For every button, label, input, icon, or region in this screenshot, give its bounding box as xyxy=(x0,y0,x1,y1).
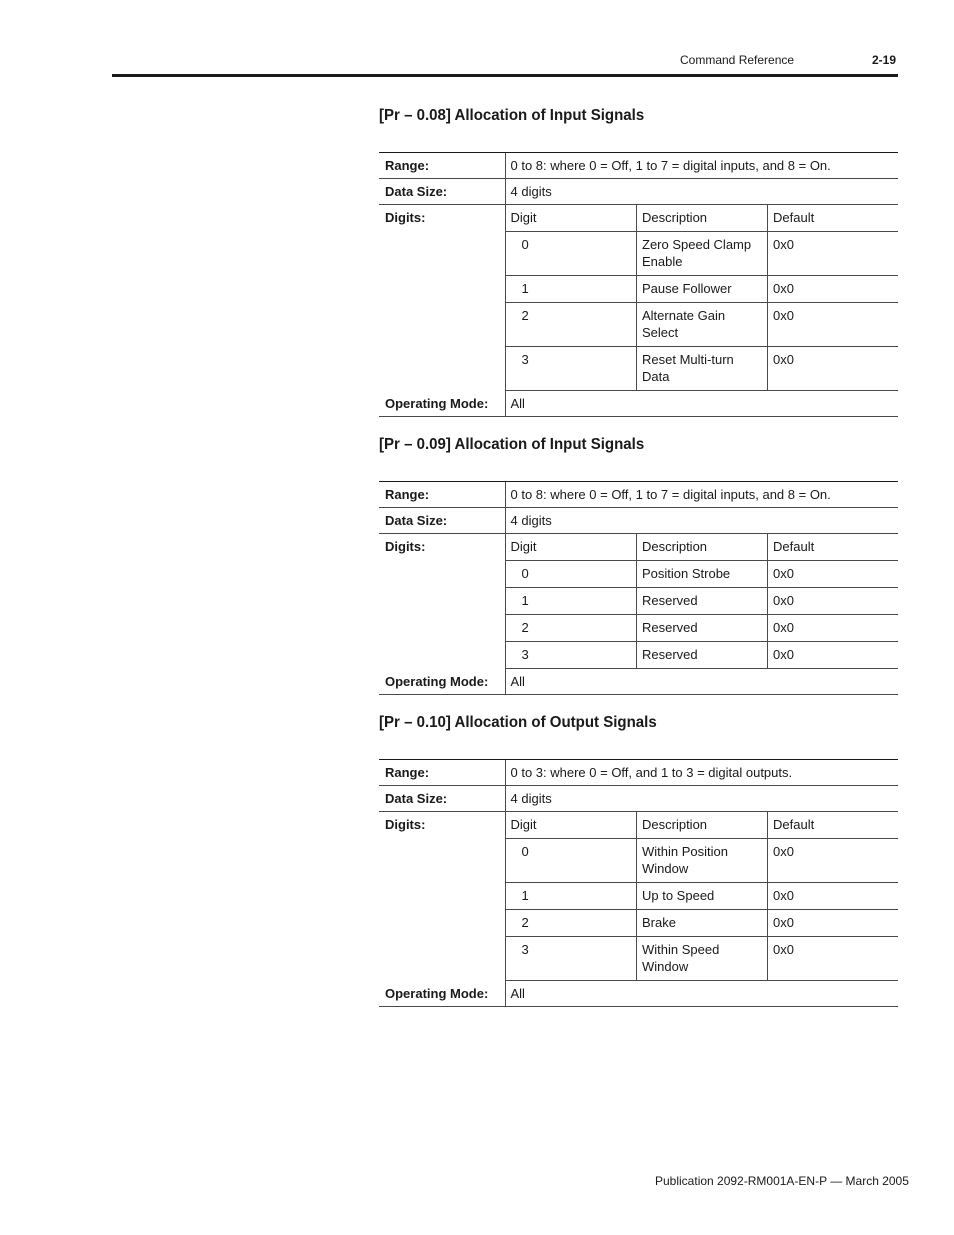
digit-cell: 2 xyxy=(506,303,637,347)
col-header-default: Default xyxy=(768,812,899,839)
digits-row xyxy=(379,205,898,391)
operating-mode-value: All xyxy=(510,396,525,411)
col-header-description: Description xyxy=(637,205,768,232)
default-cell: 0x0 xyxy=(768,588,899,615)
digit-cell: 1 xyxy=(506,588,637,615)
default-cell: 0x0 xyxy=(768,303,899,347)
operating-mode-label: Operating Mode: xyxy=(379,981,505,1007)
operating-mode-value: All xyxy=(510,674,525,689)
data-size-value: 4 digits xyxy=(510,513,552,528)
digits-table xyxy=(506,205,899,390)
data-size-label: Data Size: xyxy=(379,179,505,205)
col-header-description: Description xyxy=(637,534,768,561)
data-size-value: 4 digits xyxy=(510,184,552,199)
description-cell: Pause Follower xyxy=(637,276,768,303)
range-value: 0 to 8: where 0 = Off, 1 to 7 = digital inputs, and 8 = On. xyxy=(510,158,831,173)
digit-cell: 0 xyxy=(506,232,637,276)
digits-table xyxy=(506,534,899,668)
description-cell: Reserved xyxy=(637,615,768,642)
param-table-pr-0-09 xyxy=(379,481,898,695)
description-cell: Within Speed Window xyxy=(637,937,768,981)
digit-cell: 0 xyxy=(506,561,637,588)
default-cell: 0x0 xyxy=(768,839,899,883)
range-row xyxy=(379,760,898,786)
digits-label: Digits: xyxy=(385,210,426,225)
table-row xyxy=(506,910,899,937)
default-cell: 0x0 xyxy=(768,232,899,276)
header-section-title: Command Reference xyxy=(680,53,795,67)
col-header-digit: Digit xyxy=(506,812,637,839)
table-row xyxy=(506,588,899,615)
operating-mode-value: All xyxy=(510,986,525,1001)
digit-cell: 3 xyxy=(521,942,529,957)
col-header-digit: Digit xyxy=(506,205,637,232)
table-row xyxy=(506,642,899,669)
digit-cell: 1 xyxy=(506,883,637,910)
description-cell: Alternate Gain Select xyxy=(637,303,768,347)
data-size-label: Data Size: xyxy=(379,508,505,534)
param-table-pr-0-08 xyxy=(379,152,898,417)
description-cell: Within Position Window xyxy=(637,839,768,883)
operating-mode-label: Operating Mode: xyxy=(379,391,505,417)
section-title-pr-0-08: [Pr – 0.08] Allocation of Input Signals xyxy=(379,107,645,124)
digit-cell: 3 xyxy=(521,352,529,367)
data-size-row xyxy=(379,786,898,812)
operating-mode-label: Operating Mode: xyxy=(379,669,505,695)
publication-footer: Publication 2092-RM001A-EN-P — March 2005 xyxy=(655,1174,909,1188)
default-cell: 0x0 xyxy=(768,910,899,937)
default-cell: 0x0 xyxy=(768,937,899,981)
range-value: 0 to 8: where 0 = Off, 1 to 7 = digital inputs, and 8 = On. xyxy=(510,487,831,502)
digits-label: Digits: xyxy=(385,539,426,554)
table-row xyxy=(506,883,899,910)
col-header-description: Description xyxy=(637,812,768,839)
range-label: Range: xyxy=(379,760,505,786)
operating-mode-row xyxy=(379,391,898,417)
default-cell: 0x0 xyxy=(768,615,899,642)
param-table-pr-0-10 xyxy=(379,759,898,1007)
digit-cell: 2 xyxy=(506,615,637,642)
data-size-row xyxy=(379,179,898,205)
description-cell: Brake xyxy=(637,910,768,937)
range-row xyxy=(379,482,898,508)
data-size-label: Data Size: xyxy=(379,786,505,812)
description-cell: Position Strobe xyxy=(637,561,768,588)
default-cell: 0x0 xyxy=(768,561,899,588)
table-row xyxy=(506,347,899,391)
col-header-default: Default xyxy=(768,205,899,232)
operating-mode-row xyxy=(379,981,898,1007)
table-row xyxy=(506,232,899,276)
digits-label: Digits: xyxy=(385,817,426,832)
section-title-pr-0-10: [Pr – 0.10] Allocation of Output Signals xyxy=(379,714,657,731)
digits-header-row xyxy=(506,534,899,561)
table-row xyxy=(506,561,899,588)
digit-cell: 2 xyxy=(506,910,637,937)
default-cell: 0x0 xyxy=(768,347,899,391)
table-row xyxy=(506,937,899,981)
data-size-value: 4 digits xyxy=(510,791,552,806)
header-rule xyxy=(112,74,898,77)
col-header-default: Default xyxy=(768,534,899,561)
table-row xyxy=(506,276,899,303)
description-cell: Zero Speed Clamp Enable xyxy=(637,232,768,276)
digits-header-row xyxy=(506,812,899,839)
digits-row xyxy=(379,534,898,669)
range-label: Range: xyxy=(379,482,505,508)
page-header xyxy=(0,0,954,80)
digit-cell: 3 xyxy=(521,647,529,662)
data-size-row xyxy=(379,508,898,534)
default-cell: 0x0 xyxy=(768,276,899,303)
digit-cell: 1 xyxy=(506,276,637,303)
range-label: Range: xyxy=(379,153,505,179)
default-cell: 0x0 xyxy=(768,883,899,910)
default-cell: 0x0 xyxy=(768,642,899,669)
description-cell: Reset Multi-turn Data xyxy=(637,347,768,391)
table-row xyxy=(506,839,899,883)
digits-row xyxy=(379,812,898,981)
table-row xyxy=(506,615,899,642)
digits-header-row xyxy=(506,205,899,232)
header-page-number: 2-19 xyxy=(872,53,897,67)
range-value: 0 to 3: where 0 = Off, and 1 to 3 = digital outputs. xyxy=(510,765,793,780)
description-cell: Reserved xyxy=(637,642,768,669)
digits-table xyxy=(506,812,899,980)
section-title-pr-0-09: [Pr – 0.09] Allocation of Input Signals xyxy=(379,436,645,453)
range-row xyxy=(379,153,898,179)
description-cell: Reserved xyxy=(637,588,768,615)
digit-cell: 0 xyxy=(506,839,637,883)
col-header-digit: Digit xyxy=(506,534,637,561)
description-cell: Up to Speed xyxy=(637,883,768,910)
operating-mode-row xyxy=(379,669,898,695)
table-row xyxy=(506,303,899,347)
